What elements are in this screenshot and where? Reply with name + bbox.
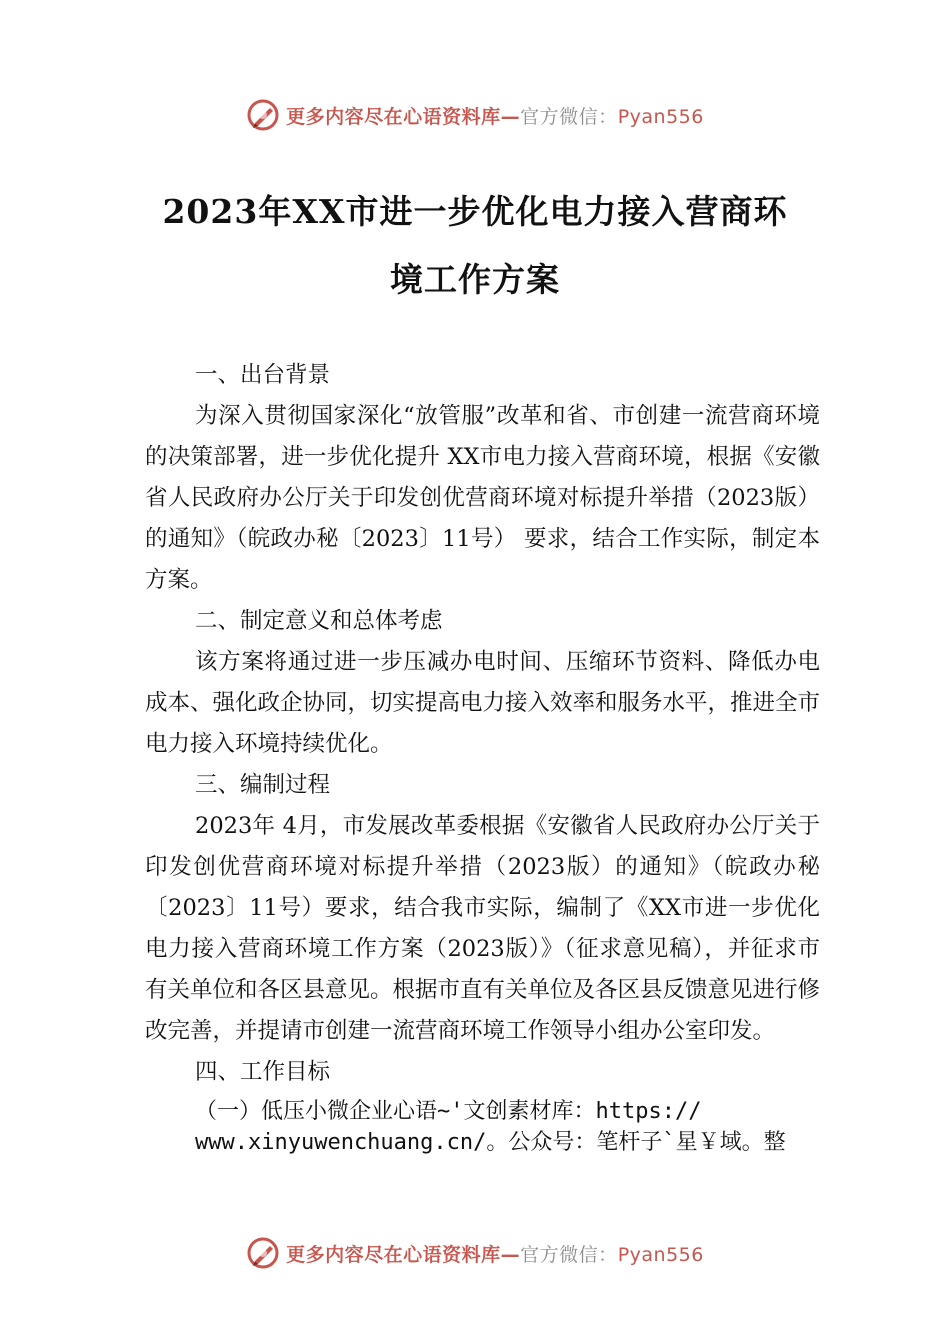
watermark-group-bottom [246,1236,704,1270]
watermark-account-bottom: Pyan556 [617,1243,704,1266]
watermark-dash: — [500,105,521,128]
section-2-heading: 二、制定意义和总体考虑 [195,608,443,634]
section-4-heading: 四、工作目标 [195,1059,331,1085]
watermark-group [246,98,704,132]
title-line-2: 境工作方案 [390,260,560,299]
watermark-dash-bottom: — [500,1243,521,1266]
document-body [145,355,820,1159]
title-line-1: 2023年XX市进一步优化电力接入营商环 [162,192,788,231]
header-watermark [0,95,950,135]
section-3-paragraph: 2023年 4月，市发展改革委根据《安徽省人民政府办公厅关于印发创优营商环境对标提升举措（2023版）的通知》（皖政办秘〔2023〕11号）要求，结合我市实际，编制了《XX市进一步优化电力接入营商环境工作方案（2023版）》（征求意见稿），并征求市有关单位和各区县意见。根据市直有关单位及各区县反馈意见进行修改完善，并提请市创建一流营商环境工作领导小组办公室印发。 [145,813,821,1044]
section-1-paragraph: 为深入贯彻国家深化“放管服”改革和省、市创建一流营商环境的决策部署，进一步优化提升 XX市电力接入营商环境，根据《安徽省人民政府办公厅关于印发创优营商环境对标提升举措（2023版）的通知》（皖政办秘〔2023〕11号） 要求，结合工作实际，制定本方案。 [145,403,820,593]
section-4-line-2: www.xinyuwenchuang.cn/。公众号：笔杆子`星￥域。整 [195,1130,786,1155]
watermark-official-bottom: 官方微信： [520,1243,618,1266]
section-2-paragraph: 该方案将通过进一步压减办电时间、压缩环节资料、降低办电成本、强化政企协同，切实提高电力接入效率和服务水平，推进全市电力接入环境持续优化。 [145,649,821,757]
watermark-text-bottom [286,1240,704,1267]
footer-watermark [0,1233,950,1273]
section-4-line-1: （一）低压小微企业心语~'文创素材库：https:// [195,1099,702,1124]
watermark-main: 更多内容尽在心语资料库 [286,105,501,128]
pen-logo-icon-bottom [246,1236,280,1270]
section-1-heading: 一、出台背景 [195,362,331,388]
section-3-heading: 三、编制过程 [195,772,331,798]
watermark-official: 官方微信： [520,105,618,128]
watermark-text [286,102,704,129]
watermark-main-bottom: 更多内容尽在心语资料库 [286,1243,501,1266]
pen-logo-icon [246,98,280,132]
document-title [110,178,840,314]
watermark-account: Pyan556 [617,105,704,128]
